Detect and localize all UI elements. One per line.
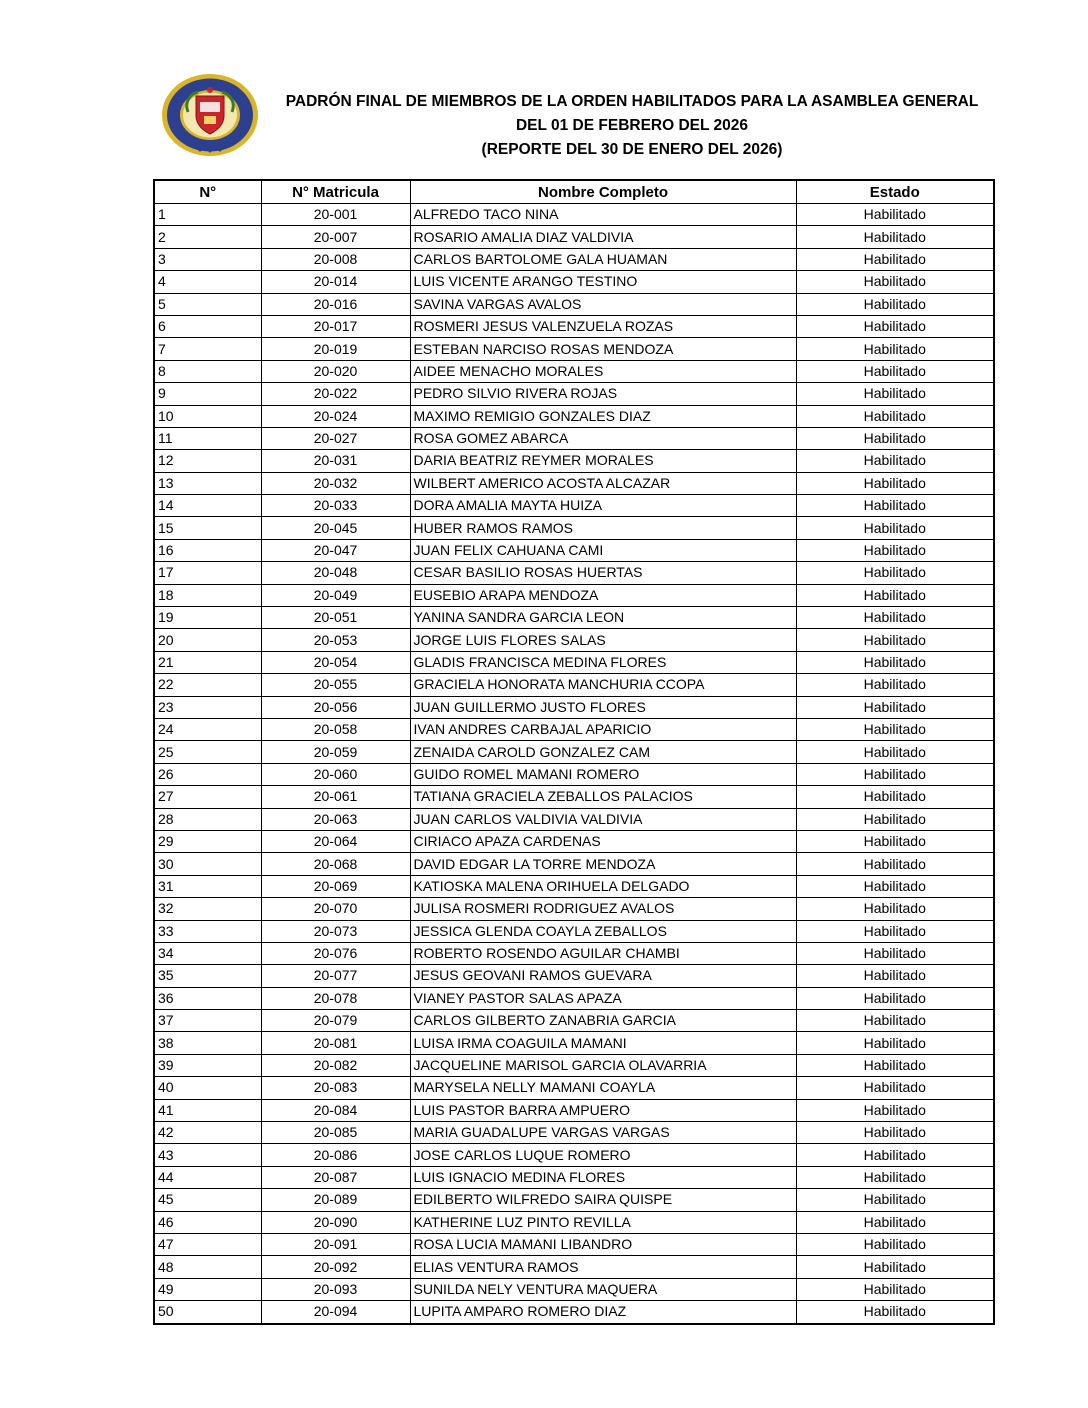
name-cell: JORGE LUIS FLORES SALAS [410, 629, 796, 651]
name-cell: ROSA GOMEZ ABARCA [410, 427, 796, 449]
row-number: 21 [154, 651, 261, 673]
name-cell: SUNILDA NELY VENTURA MAQUERA [410, 1278, 796, 1300]
status-cell: Habilitado [796, 674, 994, 696]
row-number: 46 [154, 1211, 261, 1233]
row-number: 39 [154, 1054, 261, 1076]
row-number: 1 [154, 204, 261, 226]
matricula-cell: 20-068 [261, 853, 410, 875]
row-number: 33 [154, 920, 261, 942]
title-line-1: PADRÓN FINAL DE MIEMBROS DE LA ORDEN HABILITADOS PARA LA ASAMBLEA GENERAL [285, 93, 979, 110]
status-cell: Habilitado [796, 383, 994, 405]
table-row [154, 763, 994, 785]
title-line-3: (REPORTE DEL 30 DE ENERO DEL 2026) [481, 141, 783, 158]
name-cell: EDILBERTO WILFREDO SAIRA QUISPE [410, 1189, 796, 1211]
name-cell: EUSEBIO ARAPA MENDOZA [410, 584, 796, 606]
row-number: 25 [154, 741, 261, 763]
table-row [154, 450, 994, 472]
row-number: 6 [154, 315, 261, 337]
table-row [154, 830, 994, 852]
table-row [154, 293, 994, 315]
row-number: 4 [154, 271, 261, 293]
matricula-cell: 20-077 [261, 965, 410, 987]
name-cell: MARYSELA NELLY MAMANI COAYLA [410, 1077, 796, 1099]
table-row [154, 1144, 994, 1166]
matricula-cell: 20-084 [261, 1099, 410, 1121]
row-number: 44 [154, 1166, 261, 1188]
row-number: 49 [154, 1278, 261, 1300]
name-cell: ROSMERI JESUS VALENZUELA ROZAS [410, 315, 796, 337]
row-number: 12 [154, 450, 261, 472]
status-cell: Habilitado [796, 987, 994, 1009]
table-row [154, 1301, 994, 1324]
row-number: 28 [154, 808, 261, 830]
matricula-cell: 20-089 [261, 1189, 410, 1211]
name-cell: TATIANA GRACIELA ZEBALLOS PALACIOS [410, 786, 796, 808]
name-cell: ZENAIDA CAROLD GONZALEZ CAM [410, 741, 796, 763]
name-cell: VIANEY PASTOR SALAS APAZA [410, 987, 796, 1009]
status-cell: Habilitado [796, 1010, 994, 1032]
status-cell: Habilitado [796, 204, 994, 226]
row-number: 2 [154, 226, 261, 248]
row-number: 40 [154, 1077, 261, 1099]
matricula-cell: 20-070 [261, 898, 410, 920]
status-cell: Habilitado [796, 763, 994, 785]
matricula-cell: 20-091 [261, 1233, 410, 1255]
status-cell: Habilitado [796, 1278, 994, 1300]
name-cell: PEDRO SILVIO RIVERA ROJAS [410, 383, 796, 405]
name-cell: MAXIMO REMIGIO GONZALES DIAZ [410, 405, 796, 427]
table-row [154, 383, 994, 405]
row-number: 10 [154, 405, 261, 427]
matricula-cell: 20-063 [261, 808, 410, 830]
name-cell: GUIDO ROMEL MAMANI ROMERO [410, 763, 796, 785]
row-number: 50 [154, 1301, 261, 1324]
row-number: 17 [154, 562, 261, 584]
matricula-cell: 20-049 [261, 584, 410, 606]
name-cell: IVAN ANDRES CARBAJAL APARICIO [410, 718, 796, 740]
name-cell: LUIS PASTOR BARRA AMPUERO [410, 1099, 796, 1121]
matricula-cell: 20-056 [261, 696, 410, 718]
table-row [154, 1054, 994, 1076]
table-row [154, 629, 994, 651]
table-row [154, 987, 994, 1009]
row-number: 45 [154, 1189, 261, 1211]
table-row [154, 1010, 994, 1032]
matricula-cell: 20-045 [261, 517, 410, 539]
name-cell: GRACIELA HONORATA MANCHURIA CCOPA [410, 674, 796, 696]
table-row [154, 338, 994, 360]
row-number: 16 [154, 539, 261, 561]
name-cell: JULISA ROSMERI RODRIGUEZ AVALOS [410, 898, 796, 920]
matricula-cell: 20-087 [261, 1166, 410, 1188]
status-cell: Habilitado [796, 539, 994, 561]
matricula-cell: 20-059 [261, 741, 410, 763]
table-row [154, 1211, 994, 1233]
matricula-cell: 20-069 [261, 875, 410, 897]
row-number: 32 [154, 898, 261, 920]
matricula-cell: 20-090 [261, 1211, 410, 1233]
name-cell: JUAN CARLOS VALDIVIA VALDIVIA [410, 808, 796, 830]
name-cell: JESSICA GLENDA COAYLA ZEBALLOS [410, 920, 796, 942]
name-cell: LUISA IRMA COAGUILA MAMANI [410, 1032, 796, 1054]
row-number: 15 [154, 517, 261, 539]
status-cell: Habilitado [796, 293, 994, 315]
status-cell: Habilitado [796, 607, 994, 629]
table-row [154, 472, 994, 494]
matricula-cell: 20-086 [261, 1144, 410, 1166]
matricula-cell: 20-073 [261, 920, 410, 942]
name-cell: CARLOS GILBERTO ZANABRIA GARCIA [410, 1010, 796, 1032]
name-cell: LUIS IGNACIO MEDINA FLORES [410, 1166, 796, 1188]
row-number: 13 [154, 472, 261, 494]
row-number: 20 [154, 629, 261, 651]
name-cell: GLADIS FRANCISCA MEDINA FLORES [410, 651, 796, 673]
matricula-cell: 20-031 [261, 450, 410, 472]
status-cell: Habilitado [796, 1144, 994, 1166]
status-cell: Habilitado [796, 1189, 994, 1211]
row-number: 14 [154, 495, 261, 517]
name-cell: JESUS GEOVANI RAMOS GUEVARA [410, 965, 796, 987]
column-header-matricula: N° Matricula [261, 180, 410, 204]
matricula-cell: 20-016 [261, 293, 410, 315]
row-number: 8 [154, 360, 261, 382]
status-cell: Habilitado [796, 1077, 994, 1099]
matricula-cell: 20-064 [261, 830, 410, 852]
status-cell: Habilitado [796, 830, 994, 852]
name-cell: WILBERT AMERICO ACOSTA ALCAZAR [410, 472, 796, 494]
matricula-cell: 20-032 [261, 472, 410, 494]
table-row [154, 674, 994, 696]
status-cell: Habilitado [796, 1122, 994, 1144]
row-number: 5 [154, 293, 261, 315]
table-row [154, 741, 994, 763]
status-cell: Habilitado [796, 405, 994, 427]
status-cell: Habilitado [796, 898, 994, 920]
name-cell: JACQUELINE MARISOL GARCIA OLAVARRIA [410, 1054, 796, 1076]
row-number: 9 [154, 383, 261, 405]
row-number: 43 [154, 1144, 261, 1166]
name-cell: LUPITA AMPARO ROMERO DIAZ [410, 1301, 796, 1324]
table-row [154, 1032, 994, 1054]
status-cell: Habilitado [796, 696, 994, 718]
row-number: 42 [154, 1122, 261, 1144]
status-cell: Habilitado [796, 472, 994, 494]
row-number: 41 [154, 1099, 261, 1121]
table-row [154, 539, 994, 561]
row-number: 23 [154, 696, 261, 718]
table-header-row [154, 180, 994, 204]
matricula-cell: 20-051 [261, 607, 410, 629]
matricula-cell: 20-079 [261, 1010, 410, 1032]
matricula-cell: 20-085 [261, 1122, 410, 1144]
status-cell: Habilitado [796, 920, 994, 942]
table-row [154, 898, 994, 920]
row-number: 29 [154, 830, 261, 852]
status-cell: Habilitado [796, 1233, 994, 1255]
table-row [154, 226, 994, 248]
table-row [154, 965, 994, 987]
status-cell: Habilitado [796, 718, 994, 740]
name-cell: CIRIACO APAZA CARDENAS [410, 830, 796, 852]
matricula-cell: 20-076 [261, 942, 410, 964]
row-number: 36 [154, 987, 261, 1009]
seal-icon [160, 72, 260, 158]
matricula-cell: 20-017 [261, 315, 410, 337]
matricula-cell: 20-047 [261, 539, 410, 561]
row-number: 37 [154, 1010, 261, 1032]
table-row [154, 718, 994, 740]
status-cell: Habilitado [796, 786, 994, 808]
row-number: 47 [154, 1233, 261, 1255]
table-row [154, 786, 994, 808]
matricula-cell: 20-001 [261, 204, 410, 226]
table-row [154, 1278, 994, 1300]
matricula-cell: 20-053 [261, 629, 410, 651]
status-cell: Habilitado [796, 1211, 994, 1233]
status-cell: Habilitado [796, 942, 994, 964]
status-cell: Habilitado [796, 629, 994, 651]
name-cell: JUAN GUILLERMO JUSTO FLORES [410, 696, 796, 718]
matricula-cell: 20-082 [261, 1054, 410, 1076]
matricula-cell: 20-019 [261, 338, 410, 360]
column-header-number: N° [154, 180, 261, 204]
row-number: 48 [154, 1256, 261, 1278]
status-cell: Habilitado [796, 1256, 994, 1278]
row-number: 19 [154, 607, 261, 629]
table-row [154, 1233, 994, 1255]
name-cell: ALFREDO TACO NINA [410, 204, 796, 226]
table-row [154, 248, 994, 270]
name-cell: ELIAS VENTURA RAMOS [410, 1256, 796, 1278]
name-cell: ROSARIO AMALIA DIAZ VALDIVIA [410, 226, 796, 248]
name-cell: DAVID EDGAR LA TORRE MENDOZA [410, 853, 796, 875]
name-cell: JOSE CARLOS LUQUE ROMERO [410, 1144, 796, 1166]
table-row [154, 607, 994, 629]
row-number: 27 [154, 786, 261, 808]
table-row [154, 1166, 994, 1188]
table-row [154, 495, 994, 517]
table-row [154, 920, 994, 942]
column-header-name: Nombre Completo [410, 180, 796, 204]
table-row [154, 853, 994, 875]
status-cell: Habilitado [796, 808, 994, 830]
name-cell: JUAN FELIX CAHUANA CAMI [410, 539, 796, 561]
name-cell: ESTEBAN NARCISO ROSAS MENDOZA [410, 338, 796, 360]
status-cell: Habilitado [796, 271, 994, 293]
status-cell: Habilitado [796, 315, 994, 337]
row-number: 24 [154, 718, 261, 740]
table-row [154, 1256, 994, 1278]
row-number: 7 [154, 338, 261, 360]
table-row [154, 315, 994, 337]
table-row [154, 1077, 994, 1099]
table-row [154, 405, 994, 427]
table-row [154, 562, 994, 584]
status-cell: Habilitado [796, 741, 994, 763]
table-row [154, 651, 994, 673]
status-cell: Habilitado [796, 427, 994, 449]
title-line-2: DEL 01 DE FEBRERO DEL 2026 [515, 117, 748, 134]
table-row [154, 271, 994, 293]
row-number: 35 [154, 965, 261, 987]
name-cell: AIDEE MENACHO MORALES [410, 360, 796, 382]
name-cell: KATHERINE LUZ PINTO REVILLA [410, 1211, 796, 1233]
status-cell: Habilitado [796, 1301, 994, 1324]
status-cell: Habilitado [796, 495, 994, 517]
matricula-cell: 20-048 [261, 562, 410, 584]
status-cell: Habilitado [796, 1099, 994, 1121]
row-number: 38 [154, 1032, 261, 1054]
matricula-cell: 20-027 [261, 427, 410, 449]
matricula-cell: 20-033 [261, 495, 410, 517]
status-cell: Habilitado [796, 450, 994, 472]
name-cell: YANINA SANDRA GARCIA LEON [410, 607, 796, 629]
row-number: 34 [154, 942, 261, 964]
matricula-cell: 20-092 [261, 1256, 410, 1278]
table-row [154, 517, 994, 539]
matricula-cell: 20-007 [261, 226, 410, 248]
table-row [154, 1189, 994, 1211]
row-number: 31 [154, 875, 261, 897]
row-number: 18 [154, 584, 261, 606]
row-number: 3 [154, 248, 261, 270]
table-row [154, 584, 994, 606]
members-table [153, 179, 995, 1325]
matricula-cell: 20-094 [261, 1301, 410, 1324]
matricula-cell: 20-054 [261, 651, 410, 673]
table-body [154, 204, 994, 1324]
row-number: 11 [154, 427, 261, 449]
matricula-cell: 20-024 [261, 405, 410, 427]
status-cell: Habilitado [796, 517, 994, 539]
name-cell: ROSA LUCIA MAMANI LIBANDRO [410, 1233, 796, 1255]
status-cell: Habilitado [796, 875, 994, 897]
table-row [154, 808, 994, 830]
status-cell: Habilitado [796, 338, 994, 360]
matricula-cell: 20-020 [261, 360, 410, 382]
name-cell: DARIA BEATRIZ REYMER MORALES [410, 450, 796, 472]
table-row [154, 1099, 994, 1121]
status-cell: Habilitado [796, 584, 994, 606]
table-row [154, 875, 994, 897]
status-cell: Habilitado [796, 853, 994, 875]
table-row [154, 1122, 994, 1144]
status-cell: Habilitado [796, 965, 994, 987]
matricula-cell: 20-093 [261, 1278, 410, 1300]
matricula-cell: 20-008 [261, 248, 410, 270]
name-cell: HUBER RAMOS RAMOS [410, 517, 796, 539]
matricula-cell: 20-061 [261, 786, 410, 808]
status-cell: Habilitado [796, 1166, 994, 1188]
status-cell: Habilitado [796, 248, 994, 270]
status-cell: Habilitado [796, 1054, 994, 1076]
name-cell: SAVINA VARGAS AVALOS [410, 293, 796, 315]
name-cell: KATIOSKA MALENA ORIHUELA DELGADO [410, 875, 796, 897]
name-cell: LUIS VICENTE ARANGO TESTINO [410, 271, 796, 293]
row-number: 30 [154, 853, 261, 875]
name-cell: CARLOS BARTOLOME GALA HUAMAN [410, 248, 796, 270]
matricula-cell: 20-014 [261, 271, 410, 293]
table-row [154, 204, 994, 226]
matricula-cell: 20-083 [261, 1077, 410, 1099]
status-cell: Habilitado [796, 651, 994, 673]
name-cell: ROBERTO ROSENDO AGUILAR CHAMBI [410, 942, 796, 964]
matricula-cell: 20-060 [261, 763, 410, 785]
status-cell: Habilitado [796, 226, 994, 248]
row-number: 26 [154, 763, 261, 785]
status-cell: Habilitado [796, 1032, 994, 1054]
table-row [154, 696, 994, 718]
status-cell: Habilitado [796, 562, 994, 584]
matricula-cell: 20-058 [261, 718, 410, 740]
status-cell: Habilitado [796, 360, 994, 382]
table-row [154, 360, 994, 382]
row-number: 22 [154, 674, 261, 696]
column-header-status: Estado [796, 180, 994, 204]
matricula-cell: 20-022 [261, 383, 410, 405]
document-title [270, 90, 994, 162]
name-cell: CESAR BASILIO ROSAS HUERTAS [410, 562, 796, 584]
table-row [154, 427, 994, 449]
matricula-cell: 20-055 [261, 674, 410, 696]
matricula-cell: 20-078 [261, 987, 410, 1009]
institution-seal-logo [160, 72, 260, 158]
table-row [154, 942, 994, 964]
matricula-cell: 20-081 [261, 1032, 410, 1054]
name-cell: DORA AMALIA MAYTA HUIZA [410, 495, 796, 517]
name-cell: MARIA GUADALUPE VARGAS VARGAS [410, 1122, 796, 1144]
